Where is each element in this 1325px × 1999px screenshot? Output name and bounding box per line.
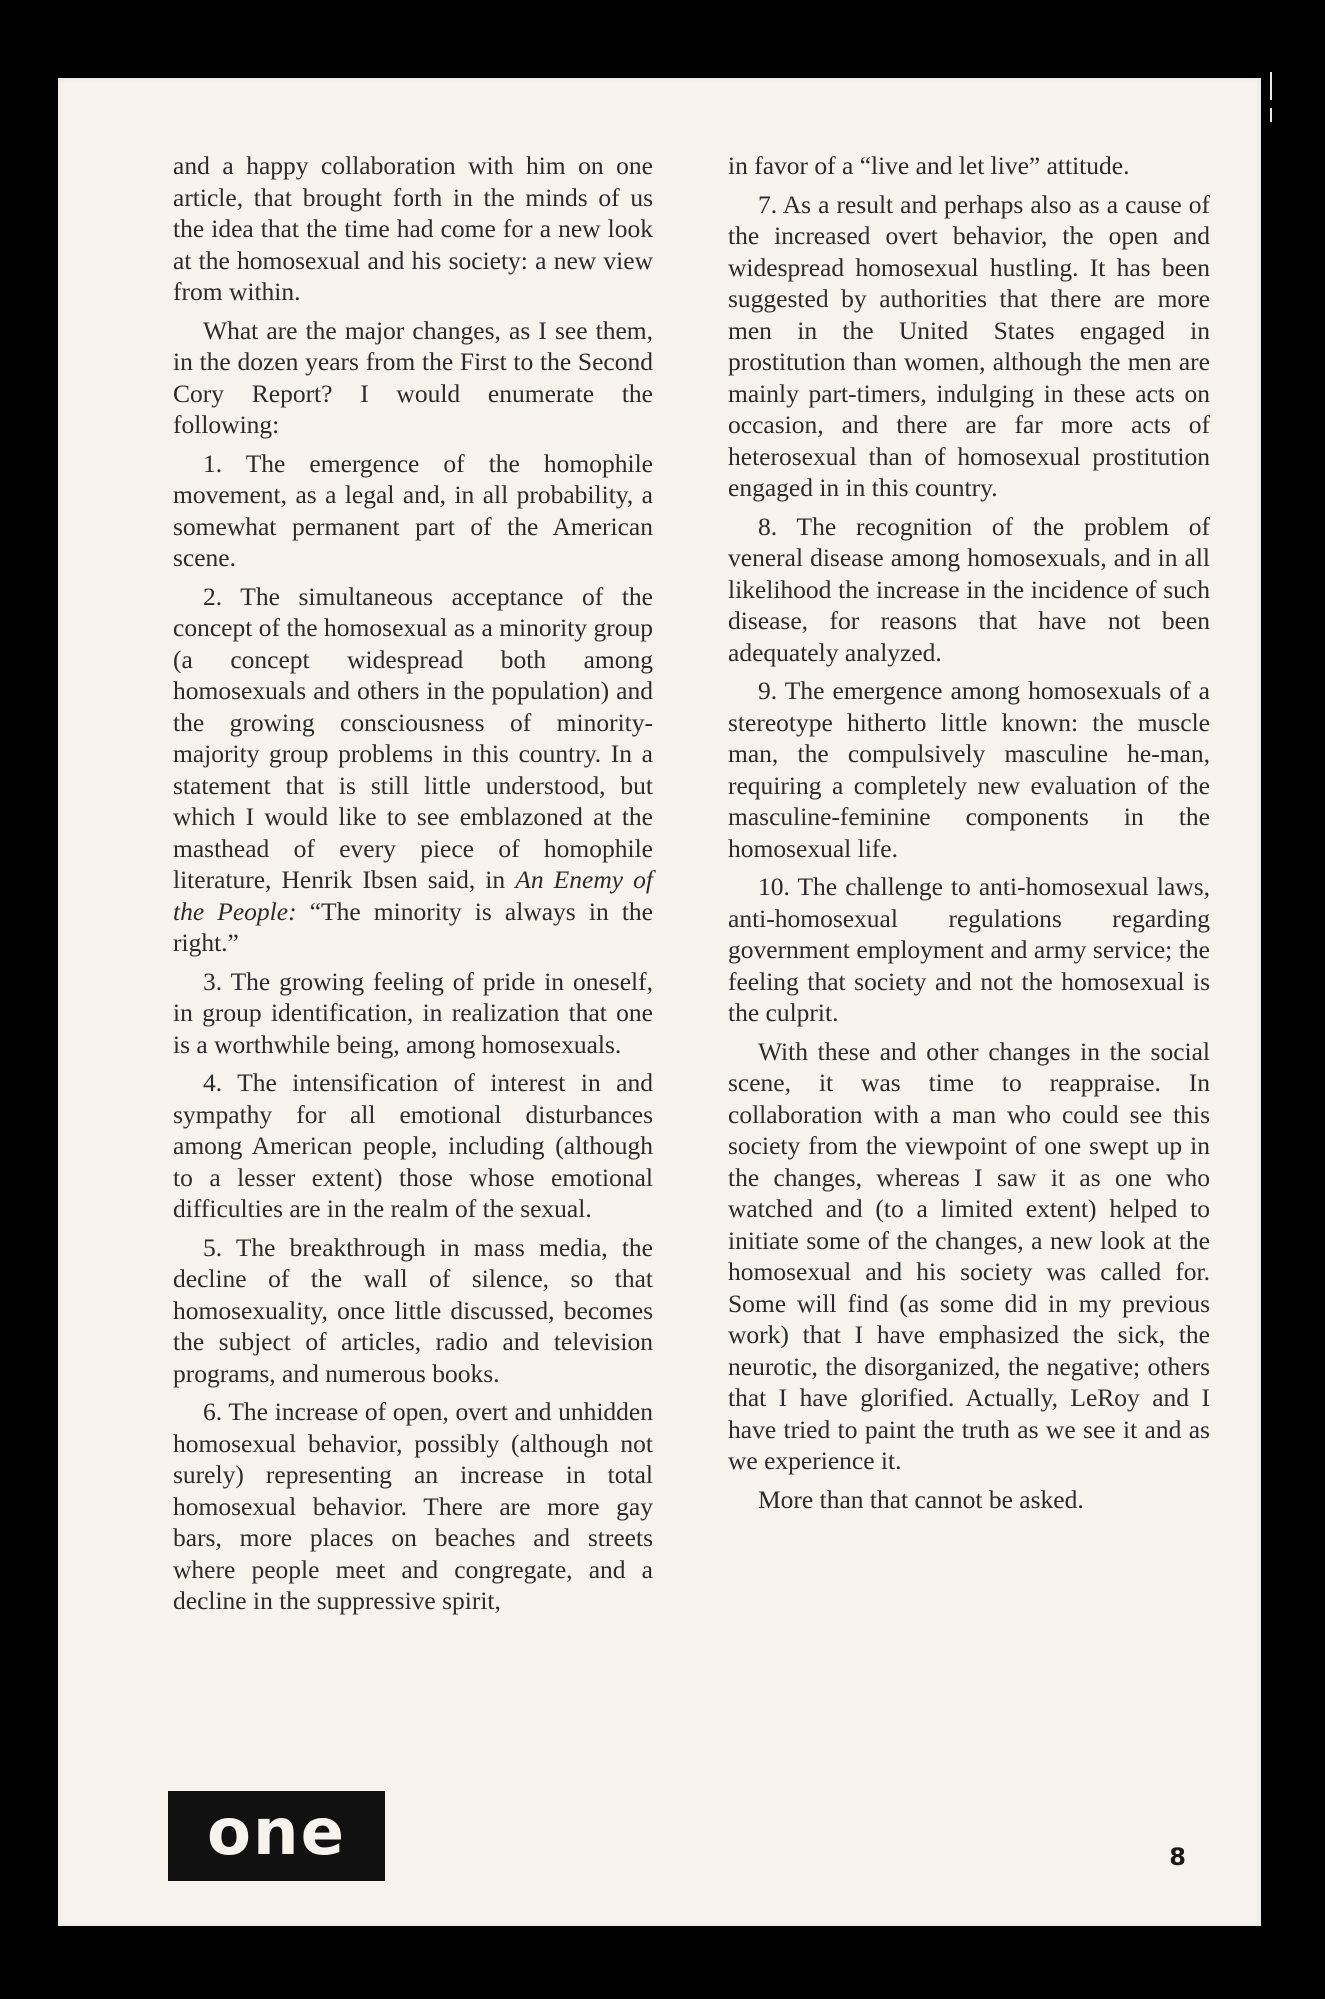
book-title: An Enemy of the People:	[173, 865, 653, 926]
one-logo	[168, 1791, 385, 1881]
list-item-10: 10. The challenge to anti-homosexual laws, anti-homosexual regulations regarding government employment and army service; the feeling that society and not the homosexual is the culprit.	[728, 872, 1210, 1027]
right-column	[728, 150, 1210, 1515]
paragraph: With these and other changes in the social scene, it was time to reappraise. In collaboration with a man who could see this society from the viewpoint of one swept up in the changes, whereas I saw it as one who watched and (to a limited extent) helped to initiate some of the changes, a new look at the homosexual and his society was called for. Some will find (as some did in my previous work) that I have emphasized the sick, the neurotic, the disorganized, the negative; others that I have glorified. Actually, LeRoy and I have tried to paint the truth as we see it and as we experience it.	[728, 1036, 1210, 1475]
list-item-4: 4. The intensification of interest in and sympathy for all emotional disturbances among American people, including (although to a lesser extent) those whose emotional difficulties are in the realm of the sexual.	[173, 1068, 653, 1223]
list-item-8: 8. The recognition of the problem of veneral disease among homosexuals, and in all likelihood the increase in the incidence of such disease, for reasons that have not been adequately analyzed.	[728, 511, 1210, 667]
left-column	[173, 150, 653, 1617]
page-number: 8	[1169, 1843, 1186, 1871]
quotation: “The minority is always in the right.”	[173, 896, 653, 957]
paragraph: What are the major changes, as I see them, in the dozen years from the First to the Second Cory Report? I would enumerate the following:	[173, 315, 653, 439]
list-item-3: 3. The growing feeling of pride in oneself, in group identification, in realization that one is a worthwhile being, among homosexuals.	[173, 966, 653, 1059]
list-item-2	[173, 581, 653, 959]
magazine-page	[58, 78, 1261, 1926]
closing-line: More than that cannot be asked.	[758, 1484, 1084, 1514]
list-item-7: 7. As a result and perhaps also as a cause of the increased overt behavior, the open and widespread homosexual hustling. It has been suggested by authorities that there are more men in the United States engaged in prostitution than women, although the men are mainly part-timers, indulging in these acts on occasion, and there are far more acts of heterosexual than of homosexual prostitution engaged in in this country.	[728, 189, 1210, 502]
list-item-9: 9. The emergence among homosexuals of a stereotype hitherto little known: the muscle man, the compulsively masculine he-man, requiring a completely new evaluation of the masculine-feminine components in the homosexual life.	[728, 676, 1210, 863]
logo-text: one	[207, 1796, 346, 1870]
paragraph: and a happy collaboration with him on one article, that brought forth in the minds of us the idea that the time had come for a new look at the homosexual and his society: a new view from within.	[173, 151, 653, 306]
list-item-5: 5. The breakthrough in mass media, the decline of the wall of silence, so that homosexuality, once little discussed, becomes the subject of articles, radio and television programs, and numerous books.	[173, 1232, 653, 1388]
edge-mark	[1270, 108, 1272, 122]
paragraph-continued: in favor of a “live and let live” attitude.	[728, 151, 1130, 180]
list-item-1: 1. The emergence of the homophile movement, as a legal and, in all probability, a somewhat permanent part of the American scene.	[173, 448, 653, 572]
list-item-2-text: 2. The simultaneous acceptance of the concept of the homosexual as a minority group (a concept widespread both among homosexuals and others in the population) and the growing consciousness of minority-majority group problems in this country. In a statement that is still little understood, but which I would like to see emblazoned at the masthead of every piece of homophile literature, Henrik Ibsen said, in	[173, 581, 653, 894]
list-item-6: 6. The increase of open, overt and unhidden homosexual behavior, possibly (although not surely) representing an increase in total homosexual behavior. There are more gay bars, more places on beaches and streets where people meet and congregate, and a decline in the suppressive spirit,	[173, 1397, 653, 1615]
edge-mark	[1270, 72, 1272, 100]
